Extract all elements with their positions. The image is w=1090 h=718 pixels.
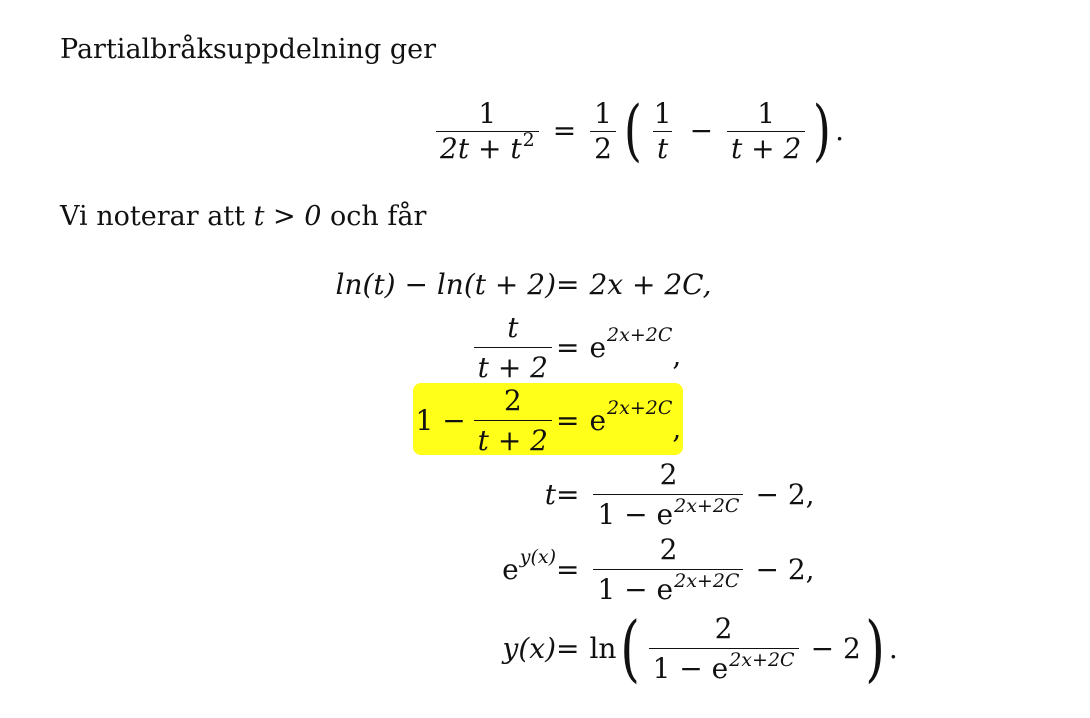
- row6-lhs: [503, 632, 556, 665]
- row2-equals: =: [556, 330, 580, 364]
- row6-period: .: [888, 631, 898, 665]
- note-text-math: t > 0: [253, 201, 322, 232]
- row2-rhs-exponent: 2x+2C: [607, 324, 673, 346]
- row4-rhs-tail: − 2,: [755, 477, 815, 511]
- derivation-row-1: [0, 252, 1090, 316]
- row2-lhs-numerator: t: [507, 310, 519, 344]
- row1-rhs: [556, 268, 711, 301]
- row6-rhs-denominator-base: 1 − e: [652, 651, 729, 685]
- row5-rhs-numerator: 2: [659, 532, 678, 566]
- row3-lhs-prefix: 1 −: [415, 403, 466, 437]
- half-fraction: [590, 96, 616, 165]
- period: .: [835, 114, 845, 147]
- row4-rhs: [556, 458, 815, 531]
- row5-lhs-base: e: [502, 552, 519, 586]
- derivation-row-2: [0, 311, 1090, 383]
- b-denominator: t + 2: [727, 131, 805, 163]
- row6-equals: =: [556, 631, 580, 665]
- row4-lhs-text: t: [544, 477, 556, 511]
- minus-sign: −: [689, 114, 714, 147]
- row6-rhs-ln: ln: [589, 631, 617, 665]
- derivation-row-3: [0, 384, 1090, 456]
- row4-equals: =: [556, 477, 580, 511]
- row5-rhs-fraction: [593, 533, 743, 606]
- a-denominator: t: [653, 131, 672, 163]
- row1-lhs: [335, 268, 556, 301]
- row3-lhs-fraction: [474, 384, 552, 457]
- b-numerator: 1: [757, 96, 776, 130]
- row6-rhs-tail: − 2: [810, 631, 861, 665]
- row6-rhs-denominator-exponent: 2x+2C: [729, 648, 795, 671]
- row4-rhs-denominator-exponent: 2x+2C: [674, 494, 740, 517]
- row4-lhs: [545, 478, 556, 511]
- row3-rhs: [556, 397, 682, 445]
- row5-lhs: [502, 546, 556, 586]
- row6-rhs-fraction: [649, 612, 799, 685]
- row4-rhs-fraction: [593, 458, 743, 531]
- row3-equals: =: [556, 403, 580, 437]
- row1-lhs-text: ln(t) − ln(t + 2): [335, 267, 556, 301]
- row2-rhs-comma: ,: [672, 338, 682, 372]
- intro-text: [60, 36, 436, 63]
- a-numerator: 1: [653, 96, 672, 130]
- row2-rhs: [556, 324, 682, 372]
- row5-rhs-tail: − 2,: [755, 552, 815, 586]
- note-text-post: och får: [330, 201, 427, 232]
- derivation-row-5: [0, 533, 1090, 605]
- derivation-row-4: [0, 458, 1090, 530]
- note-text: [60, 203, 426, 230]
- row4-rhs-numerator: 2: [659, 457, 678, 491]
- lhs-denominator-text: 2t + t: [440, 131, 522, 165]
- row5-rhs-denominator: [593, 569, 743, 606]
- derivation-row-6: [0, 606, 1090, 690]
- row6-lhs-text: y(x): [502, 631, 556, 665]
- half-numerator: 1: [594, 96, 612, 130]
- close-paren: ): [813, 92, 832, 169]
- row3-rhs-exponent: 2x+2C: [607, 397, 673, 419]
- row5-equals: =: [556, 552, 580, 586]
- row2-lhs-denominator: t + 2: [474, 347, 552, 384]
- row5-rhs-denominator-exponent: 2x+2C: [674, 569, 740, 592]
- a-fraction: [650, 96, 676, 165]
- lhs-denominator: [436, 128, 539, 165]
- note-text-pre: Vi noterar att: [60, 201, 246, 232]
- row3-lhs-numerator: 2: [503, 383, 522, 417]
- equals-sign: =: [552, 114, 577, 147]
- row6-rhs-numerator: 2: [714, 611, 733, 645]
- row2-lhs: [470, 311, 556, 384]
- lhs-numerator: 1: [478, 96, 497, 130]
- partial-fraction-equation: [432, 92, 845, 169]
- b-fraction: [727, 96, 805, 165]
- row3-rhs-comma: ,: [672, 411, 682, 445]
- row6-close-paren: ): [864, 606, 885, 690]
- lhs-fraction: [436, 96, 539, 165]
- lhs-denominator-exponent: 2: [522, 128, 535, 151]
- row4-rhs-denominator-base: 1 − e: [597, 497, 674, 531]
- row3-lhs-denominator: t + 2: [474, 420, 552, 457]
- row3-rhs-base: e: [589, 403, 607, 437]
- intro-text-label: Partialbråksuppdelning ger: [60, 34, 436, 65]
- row6-open-paren: (: [620, 606, 641, 690]
- row2-lhs-fraction: [474, 311, 552, 384]
- row5-rhs-denominator-base: 1 − e: [597, 572, 674, 606]
- half-denominator: 2: [590, 131, 616, 163]
- row6-rhs: [556, 606, 898, 690]
- row2-rhs-base: e: [589, 330, 607, 364]
- row6-rhs-denominator: [649, 648, 799, 685]
- open-paren: (: [623, 92, 642, 169]
- row3-lhs: [415, 384, 556, 457]
- row5-lhs-exponent: y(x): [519, 546, 556, 568]
- row5-rhs: [556, 533, 815, 606]
- row1-rhs-text: 2x + 2C,: [589, 267, 712, 301]
- row4-rhs-denominator: [593, 494, 743, 531]
- row1-equals: =: [556, 267, 580, 301]
